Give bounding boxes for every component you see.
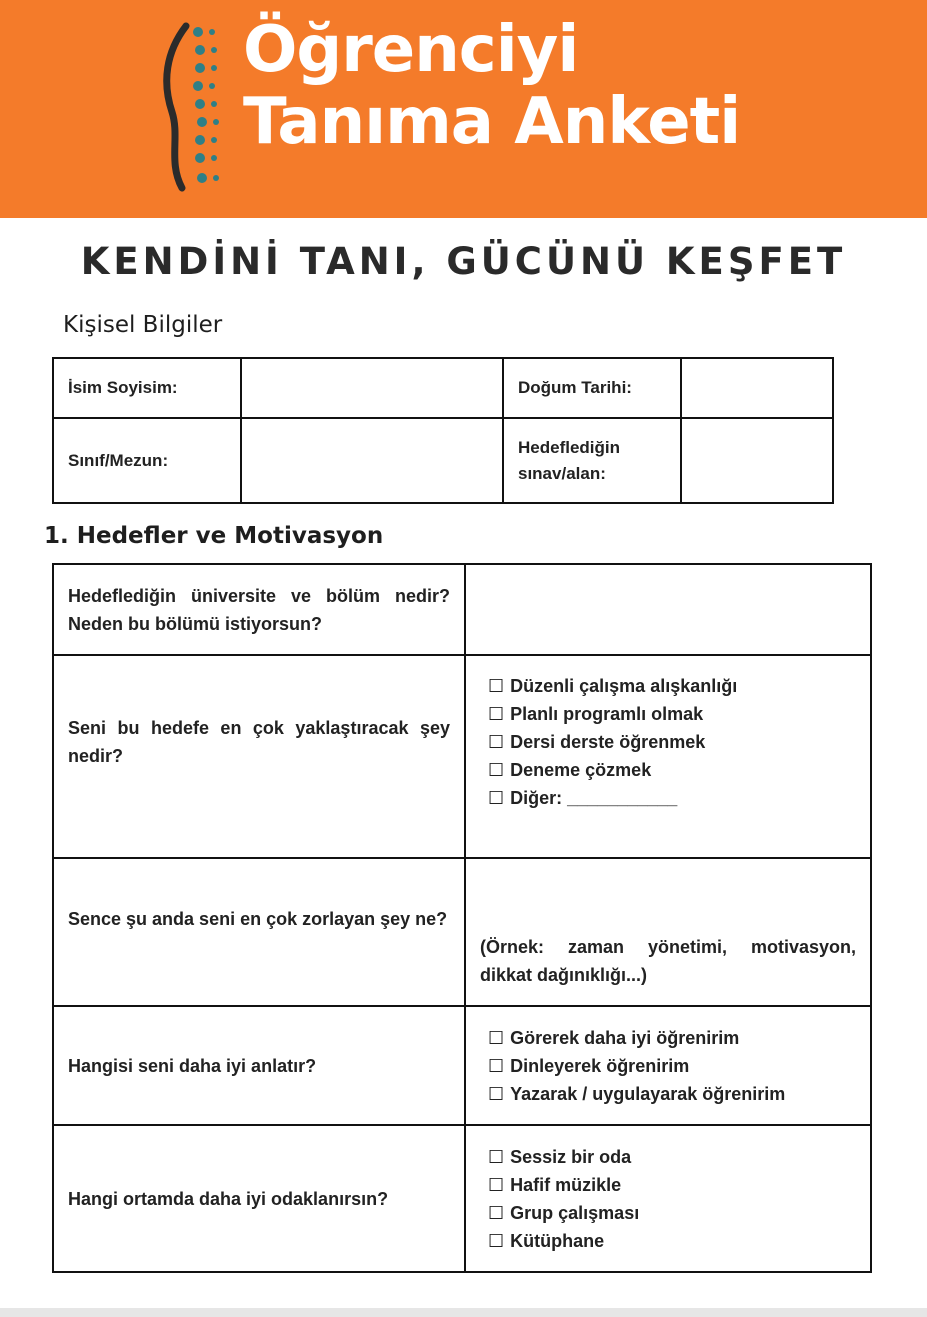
name-label: İsim Soyisim: xyxy=(53,358,241,418)
option-planned[interactable]: ☐ Planlı programlı olmak xyxy=(488,704,704,724)
name-field[interactable] xyxy=(241,358,503,418)
subtitle: KENDİNİ TANI, GÜCÜNÜ KEŞFET xyxy=(80,240,847,283)
title-line-1: Öğrenciyi xyxy=(243,13,579,87)
option-regular-study[interactable]: ☐ Düzenli çalışma alışkanlığı xyxy=(488,676,738,696)
checkbox-icon: ☐ xyxy=(488,1055,505,1076)
page-bottom-divider xyxy=(0,1308,927,1317)
checkbox-icon: ☐ xyxy=(488,1174,505,1195)
goals-table xyxy=(52,563,872,1273)
checkbox-icon: ☐ xyxy=(488,1202,505,1223)
spine-logo-icon xyxy=(160,22,230,192)
environment-options xyxy=(465,1125,871,1272)
question-learning-style: Hangisi seni daha iyi anlatır? xyxy=(53,1006,465,1125)
option-auditory[interactable]: ☐ Dinleyerek öğrenirim xyxy=(488,1055,690,1076)
birth-date-field[interactable] xyxy=(681,358,833,418)
checkbox-icon: ☐ xyxy=(488,788,505,808)
checkbox-icon: ☐ xyxy=(488,1146,505,1167)
option-light-music[interactable]: ☐ Hafif müzikle xyxy=(488,1174,622,1195)
checkbox-icon: ☐ xyxy=(488,1230,505,1251)
question-motivation: Seni bu hedefe en çok yaklaştıracak şey nedir? xyxy=(53,655,465,858)
option-group-study[interactable]: ☐ Grup çalışması xyxy=(488,1202,640,1223)
target-exam-label: Hedeflediğin sınav/alan: xyxy=(503,418,681,503)
motivation-options xyxy=(465,655,871,858)
option-other[interactable]: ☐ Diğer: ___________ xyxy=(488,788,678,808)
checkbox-icon: ☐ xyxy=(488,704,505,724)
option-library[interactable]: ☐ Kütüphane xyxy=(488,1230,605,1251)
difficulty-hint[interactable]: (Örnek: zaman yönetimi, motivasyon, dikkat dağınıklığı...) xyxy=(465,858,871,1006)
personal-info-heading: Kişisel Bilgiler xyxy=(63,312,223,338)
goals-heading: 1. Hedefler ve Motivasyon xyxy=(44,523,384,549)
option-learn-in-class[interactable]: ☐ Dersi derste öğrenmek xyxy=(488,732,706,752)
checkbox-icon: ☐ xyxy=(488,732,505,752)
checkbox-icon: ☐ xyxy=(488,1027,505,1048)
class-label: Sınıf/Mezun: xyxy=(53,418,241,503)
personal-info-table xyxy=(52,357,834,504)
question-university: Hedeflediğin üniversite ve bölüm nedir? Neden bu bölümü istiyorsun? xyxy=(53,564,465,655)
option-kinesthetic[interactable]: ☐ Yazarak / uygulayarak öğrenirim xyxy=(488,1083,786,1104)
option-visual[interactable]: ☐ Görerek daha iyi öğrenirim xyxy=(488,1027,740,1048)
answer-university-field[interactable] xyxy=(465,564,871,655)
class-field[interactable] xyxy=(241,418,503,503)
header-banner xyxy=(0,0,927,218)
target-exam-field[interactable] xyxy=(681,418,833,503)
title-line-2: Tanıma Anketi xyxy=(243,85,741,159)
option-quiet-room[interactable]: ☐ Sessiz bir oda xyxy=(488,1146,632,1167)
checkbox-icon: ☐ xyxy=(488,760,505,780)
question-difficulty: Sence şu anda seni en çok zorlayan şey ne? xyxy=(53,858,465,1006)
page-title xyxy=(243,14,740,158)
learning-style-options xyxy=(465,1006,871,1125)
checkbox-icon: ☐ xyxy=(488,1083,505,1104)
question-environment: Hangi ortamda daha iyi odaklanırsın? xyxy=(53,1125,465,1272)
option-practice-tests[interactable]: ☐ Deneme çözmek xyxy=(488,760,652,780)
checkbox-icon: ☐ xyxy=(488,676,505,696)
birth-date-label: Doğum Tarihi: xyxy=(503,358,681,418)
